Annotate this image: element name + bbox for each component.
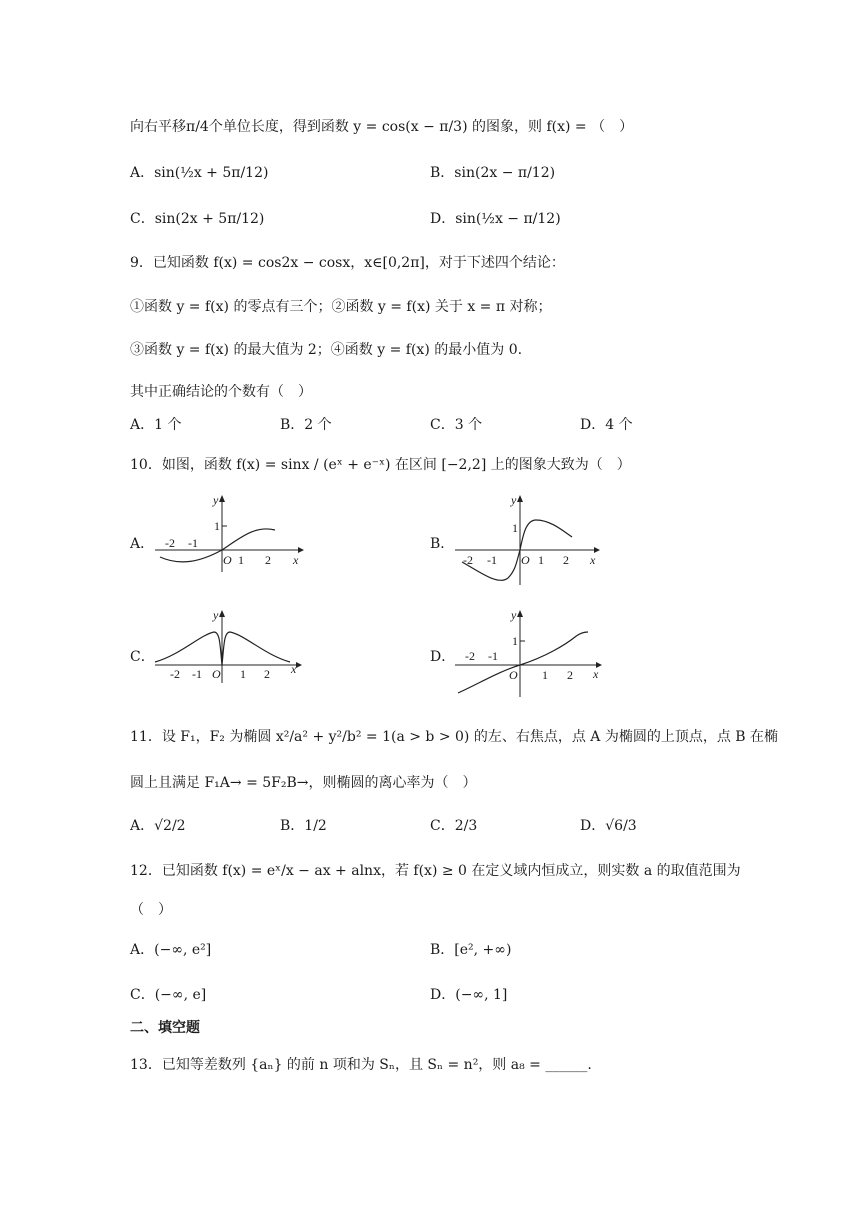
graph-a-label: A． xyxy=(130,536,155,552)
option-label: B． xyxy=(430,165,455,181)
label-2: 2 xyxy=(563,553,569,567)
label-y: y xyxy=(511,608,517,622)
label-m2: -2 xyxy=(463,553,473,567)
option-label: D． xyxy=(430,987,456,1003)
option-text: 1/2 xyxy=(304,818,327,834)
option-text: (−∞, 1] xyxy=(455,987,508,1003)
section-heading: 二、填空题 xyxy=(130,1020,200,1036)
label-x: x xyxy=(593,667,599,681)
q9-ask: 其中正确结论的个数有（ ） xyxy=(130,384,312,400)
option-label: A． xyxy=(130,417,155,433)
graph-b-figure xyxy=(450,490,610,590)
q11-option-c xyxy=(430,816,477,836)
label-1: 1 xyxy=(240,667,246,681)
option-label: C． xyxy=(430,417,455,433)
option-text: 2 个 xyxy=(304,417,332,433)
q8-option-c xyxy=(130,209,264,229)
label-y: y xyxy=(213,608,219,622)
y-arrow-icon xyxy=(219,495,225,502)
q9-option-d xyxy=(580,415,633,435)
q9-option-b xyxy=(280,415,332,435)
option-text: sin(½x + 5π/12) xyxy=(154,165,269,181)
option-label: C． xyxy=(430,818,455,834)
q12-stem-2: （ ） xyxy=(130,902,172,918)
option-label: B． xyxy=(280,818,305,834)
label-1: 1 xyxy=(538,553,544,567)
option-label: A． xyxy=(130,818,155,834)
label-one: 1 xyxy=(512,521,518,535)
label-y: y xyxy=(213,493,219,507)
option-text: sin(½x − π/12) xyxy=(455,211,561,227)
label-one: 1 xyxy=(214,519,220,533)
q10-stem: 10．如图，函数 f(x) = sinx / (eˣ + e⁻ˣ) 在区间 [−2,2] 上的图象大致为（ ） xyxy=(130,457,631,473)
q8-option-d xyxy=(430,209,561,229)
label-1: 1 xyxy=(542,668,548,682)
label-origin: O xyxy=(521,553,530,567)
q9-stem: 9．已知函数 f(x) = cos2x − cosx，x∈[0,2π]，对于下述四个结论： xyxy=(130,255,565,271)
graph-c-label: C． xyxy=(130,649,155,665)
q9-option-a xyxy=(130,415,181,435)
q9-statements-1: ①函数 y = f(x) 的零点有三个；②函数 y = f(x) 关于 x = π 对称； xyxy=(130,299,552,315)
graph-d xyxy=(450,605,610,704)
option-label: B． xyxy=(430,942,455,958)
label-1: 1 xyxy=(238,553,244,567)
option-label: D． xyxy=(580,417,606,433)
option-label: D． xyxy=(580,818,606,834)
graph-d-label: D． xyxy=(430,649,456,665)
label-y: y xyxy=(511,493,517,507)
option-label: D． xyxy=(430,211,456,227)
option-text: √6/3 xyxy=(605,818,637,834)
label-origin: O xyxy=(509,668,518,682)
q13-stem: 13．已知等差数列 {aₙ} 的前 n 项和为 Sₙ，且 Sₙ = n²，则 a₈ = ______. xyxy=(130,1057,592,1073)
q12-stem-1: 12．已知函数 f(x) = eˣ/x − ax + alnx，若 f(x) ≥ 0 在定义域内恒成立，则实数 a 的取值范围为 xyxy=(130,863,741,879)
option-text: [e², +∞) xyxy=(454,942,512,958)
graph-b xyxy=(450,490,610,594)
label-m1: -1 xyxy=(487,553,497,567)
q11-stem-1: 11．设 F₁，F₂ 为椭圆 x²/a² + y²/b² = 1(a > b > 0) 的左、右焦点，点 A 为椭圆的上顶点，点 B 在椭 xyxy=(130,729,779,745)
graph-a-figure xyxy=(150,490,310,575)
label-origin: O xyxy=(223,553,232,567)
label-one: 1 xyxy=(512,634,518,648)
q9-statements-2: ③函数 y = f(x) 的最大值为 2；④函数 y = f(x) 的最小值为 0. xyxy=(130,342,523,358)
q12-option-d xyxy=(430,985,507,1005)
option-text: 1 个 xyxy=(154,417,182,433)
q11-option-b xyxy=(280,816,327,836)
label-m2: -2 xyxy=(170,667,180,681)
option-text: sin(2x + 5π/12) xyxy=(154,211,265,227)
graph-d-figure xyxy=(450,605,610,700)
label-m2: -2 xyxy=(165,536,175,550)
label-2: 2 xyxy=(264,667,270,681)
q11-option-d xyxy=(580,816,637,836)
option-label: B． xyxy=(280,417,305,433)
label-m1: -1 xyxy=(192,667,202,681)
q9-option-c xyxy=(430,415,482,435)
q11-stem-2: 圆上且满足 F₁A→ = 5F₂B→，则椭圆的离心率为（ ） xyxy=(130,775,477,791)
graph-b-label: B． xyxy=(430,536,455,552)
option-text: sin(2x − π/12) xyxy=(454,165,556,181)
option-text: (−∞, e] xyxy=(154,987,207,1003)
label-2: 2 xyxy=(567,668,573,682)
q12-option-a xyxy=(130,940,211,960)
option-label: A． xyxy=(130,942,155,958)
option-label: A． xyxy=(130,165,155,181)
graph-a xyxy=(150,490,310,579)
option-label: C． xyxy=(130,211,155,227)
label-2: 2 xyxy=(265,553,271,567)
q8-option-b xyxy=(430,163,555,183)
curve xyxy=(160,529,275,562)
option-text: (−∞, e²] xyxy=(154,942,212,958)
graph-c xyxy=(150,605,310,689)
q8-stem: 向右平移π/4个单位长度，得到函数 y = cos(x − π/3) 的图象，则 f(x) = （ ） xyxy=(130,119,634,135)
label-m1: -1 xyxy=(188,536,198,550)
x-arrow-icon xyxy=(296,662,302,668)
q12-option-c xyxy=(130,985,206,1005)
q12-option-b xyxy=(430,940,511,960)
option-text: √2/2 xyxy=(154,818,186,834)
label-x: x xyxy=(291,662,297,676)
option-label: C． xyxy=(130,987,155,1003)
y-arrow-icon xyxy=(517,610,523,617)
label-x: x xyxy=(293,553,299,567)
q11-option-a xyxy=(130,816,186,836)
q8-option-a xyxy=(130,163,268,183)
label-origin: O xyxy=(212,667,221,681)
graph-c-figure xyxy=(150,605,310,685)
y-arrow-icon xyxy=(219,610,225,617)
option-text: 4 个 xyxy=(605,417,633,433)
label-m2: -2 xyxy=(465,649,475,663)
x-arrow-icon xyxy=(298,547,304,553)
option-text: 2/3 xyxy=(454,818,478,834)
label-m1: -1 xyxy=(488,649,498,663)
y-arrow-icon xyxy=(517,495,523,502)
option-text: 3 个 xyxy=(454,417,483,433)
label-x: x xyxy=(590,553,596,567)
